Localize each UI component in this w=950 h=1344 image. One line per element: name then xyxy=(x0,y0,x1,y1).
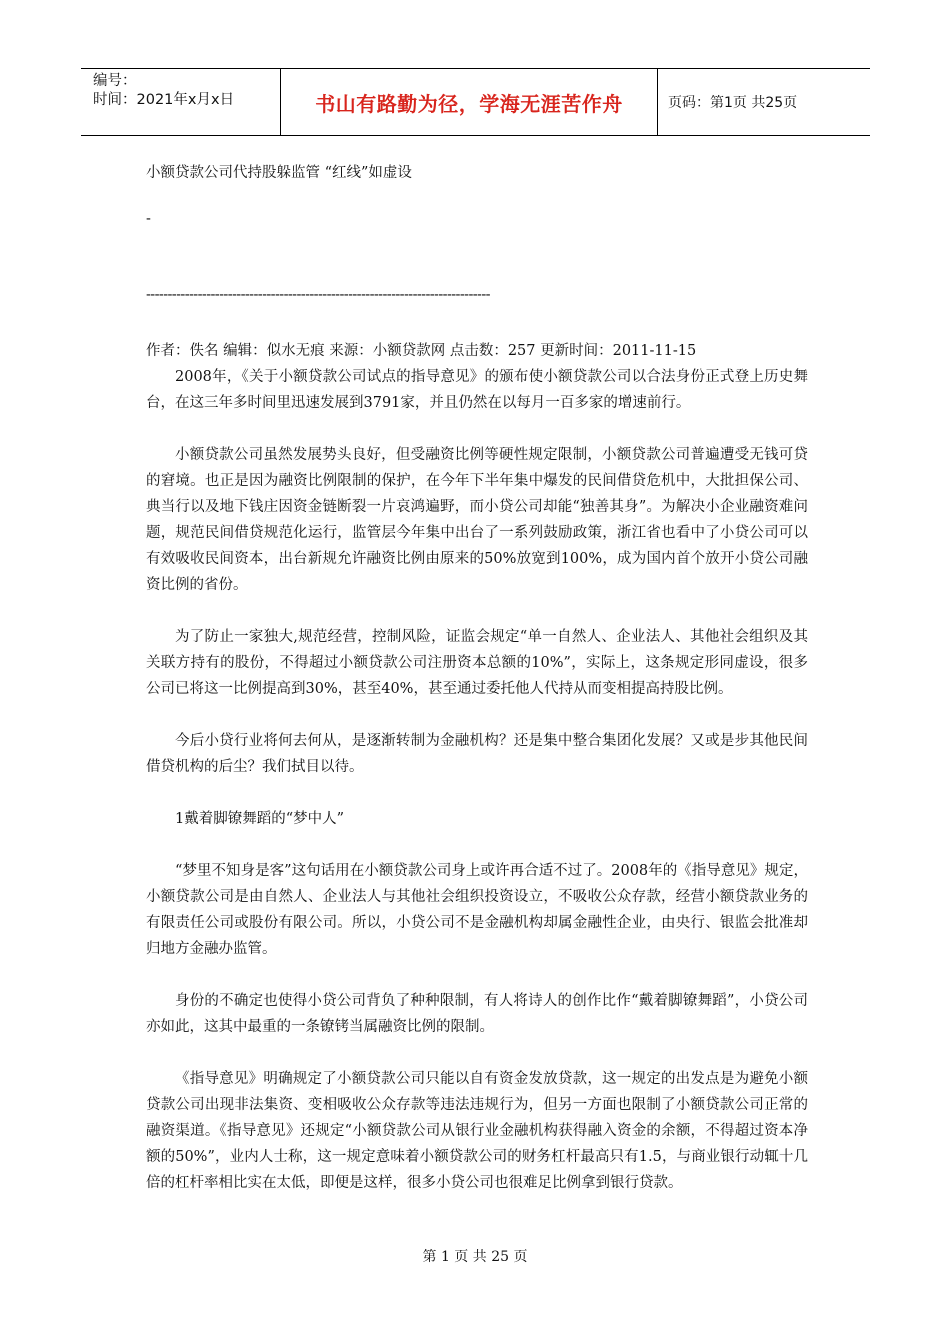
header-left-cell xyxy=(81,69,281,135)
header-page-info: 页码：第1页 共25页 xyxy=(668,95,798,111)
page-footer: 第 1 页 共 25 页 xyxy=(422,1249,528,1265)
paragraph: 为了防止一家独大,规范经营，控制风险，证监会规定“单一自然人、企业法人、其他社会组织及其关联方持有的股份，不得超过小额贷款公司注册资本总额的10%”，实际上，这条规定形同虚设，很多公司已将这一比例提高到30%，甚至40%，甚至通过委托他人代持从而变相提高持股比例。 xyxy=(146,629,808,697)
article-title: 小额贷款公司代持股躲监管 “红线”如虚设 xyxy=(146,165,412,181)
section-heading: 1戴着脚镣舞蹈的“梦中人” xyxy=(175,811,345,827)
paragraph: 小额贷款公司虽然发展势头良好，但受融资比例等硬性规定限制，小额贷款公司普遍遭受无钱可贷的窘境。也正是因为融资比例限制的保护，在今年下半年集中爆发的民间借贷危机中，大批担保公司、典当行以及地下钱庄因资金链断裂一片哀鸿遍野，而小贷公司却能“独善其身”。为解决小企业融资难问题，规范民间借贷规范化运行，监管层今年集中出台了一系列鼓励政策，浙江省也看中了小贷公司可以有效吸收民间资本，出台新规允许融资比例由原来的50%放宽到100%，成为国内首个放开小贷公司融资比例的省份。 xyxy=(146,447,808,593)
article-meta: 作者：佚名 编辑：似水无痕 来源：小额贷款网 点击数：257 更新时间：2011-11-15 xyxy=(146,343,697,359)
document-date: 时间：2021年x月x日 xyxy=(93,92,235,108)
page-header xyxy=(81,68,870,136)
dash-marker: - xyxy=(146,211,151,227)
paragraph: 《指导意见》明确规定了小额贷款公司只能以自有资金发放贷款，这一规定的出发点是为避免小额贷款公司出现非法集资、变相吸收公众存款等违法违规行为，但另一方面也限制了小额贷款公司正常的融资渠道。《指导意见》还规定“小额贷款公司从银行业金融机构获得融入资金的余额，不得超过资本净额的50%”，业内人士称，这一规定意味着小额贷款公司的财务杠杆最高只有1.5，与商业银行动辄十几倍的杠杆率相比实在太低，即便是这样，很多小贷公司也很难足比例拿到银行贷款。 xyxy=(146,1071,808,1191)
article-body xyxy=(146,160,808,1222)
document-number-label: 编号： xyxy=(93,73,137,89)
paragraph: 今后小贷行业将何去何从，是逐渐转制为金融机构？还是集中整合集团化发展？又或是步其他民间借贷机构的后尘？我们拭目以待。 xyxy=(146,733,808,775)
separator-line: -------------------------------------------------------------------------------- xyxy=(146,287,490,303)
paragraph: 身份的不确定也使得小贷公司背负了种种限制，有人将诗人的创作比作“戴着脚镣舞蹈”，小贷公司亦如此，这其中最重的一条镣铐当属融资比例的限制。 xyxy=(146,993,808,1035)
paragraph: “梦里不知身是客”这句话用在小额贷款公司身上或许再合适不过了。2008年的《指导意见》规定，小额贷款公司是由自然人、企业法人与其他社会组织投资设立，不吸收公众存款，经营小额贷款业务的有限责任公司或股份有限公司。所以，小贷公司不是金融机构却属金融性企业，由央行、银监会批准却归地方金融办监管。 xyxy=(146,863,808,957)
header-motto: 书山有路勤为径，学海无涯苦作舟 xyxy=(281,69,658,135)
paragraph: 2008年，《关于小额贷款公司试点的指导意见》的颁布使小额贷款公司以合法身份正式登上历史舞台，在这三年多时间里迅速发展到3791家，并且仍然在以每月一百多家的增速前行。 xyxy=(146,369,808,411)
